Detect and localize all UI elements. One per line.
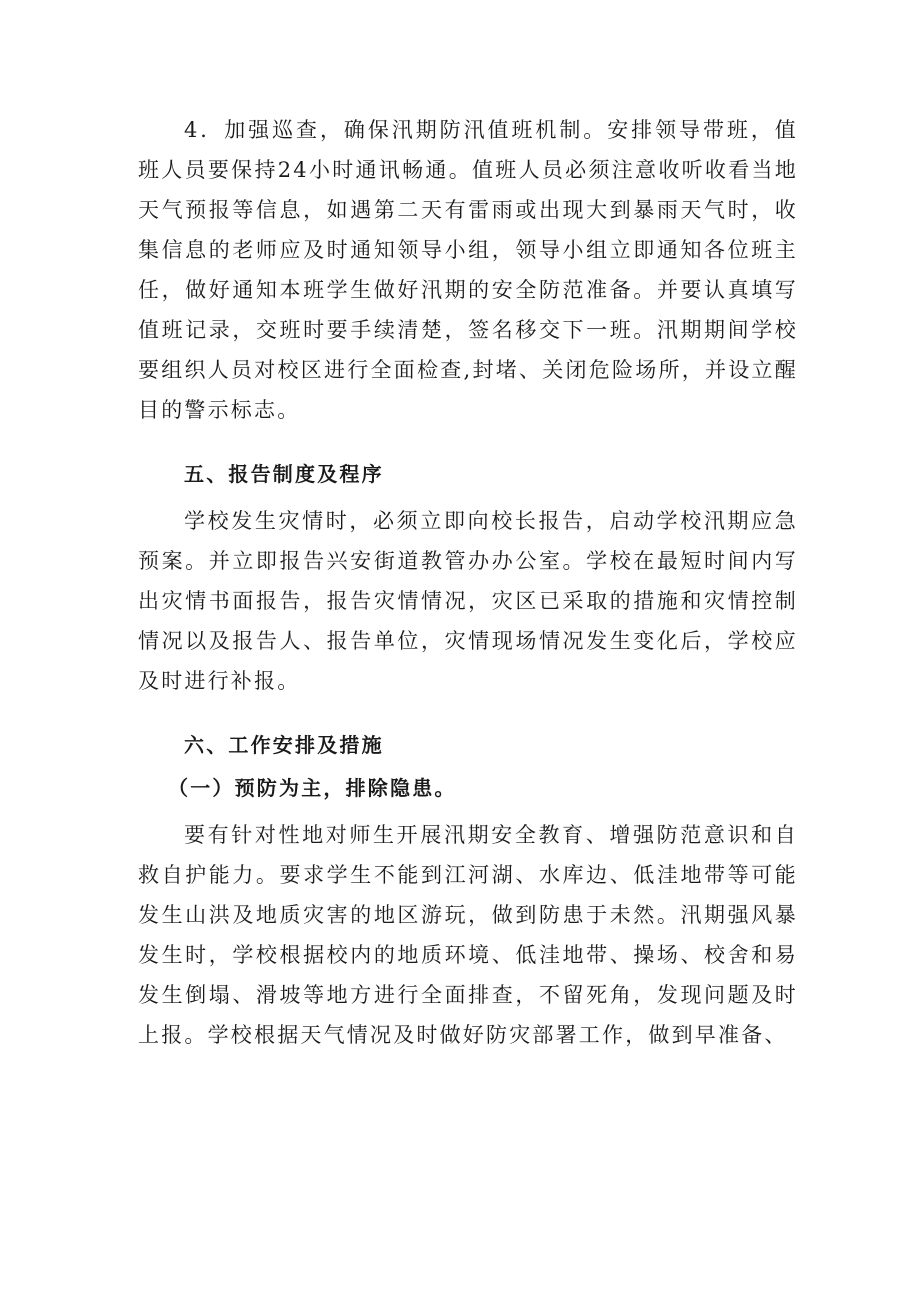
paragraph-reporting-procedure: 学校发生灾情时，必须立即向校长报告，启动学校汛期应急预案。并立即报告兴安街道教管办办公室。学校在最短时间内写出灾情书面报告，报告灾情情况，灾区已采取的措施和灾情控制情况以及报告人、报告单位，灾情现场情况发生变化后，学校应及时进行补报。	[138, 509, 798, 693]
section-heading-arrangements: 六、工作安排及措施	[184, 733, 384, 757]
paragraph-prevention-measures: 要有针对性地对师生开展汛期安全教育、增强防范意识和自救自护能力。要求学生不能到江河湖、水库边、低洼地带等可能发生山洪及地质灾害的地区游玩，做到防患于未然。汛期强风暴发生时，学校根据校内的地质环境、低洼地带、操场、校舍和易发生倒塌、滑坡等地方进行全面排查，不留死角，发现问题及时上报。学校根据天气情况及时做好防灾部署工作，做到早准备、	[138, 823, 798, 1047]
document-page	[138, 110, 798, 1055]
section-heading-reporting: 五、报告制度及程序	[184, 462, 384, 486]
paragraph-patrol-duty: 4．加强巡查，确保汛期防汛值班机制。安排领导带班，值班人员要保持24小时通讯畅通。值班人员必须注意收听收看当地天气预报等信息，如遇第二天有雷雨或出现大到暴雨天气时，收集信息的老师应及时通知领导小组，领导小组立即通知各位班主任，做好通知本班学生做好汛期的安全防范准备。并要认真填写值班记录，交班时要手续清楚，签名移交下一班。汛期期间学校要组织人员对校区进行全面检查,封堵、关闭危险场所，并设立醒目的警示标志。	[138, 118, 798, 422]
subsection-heading-prevention: （一）预防为主，排除隐患。	[168, 776, 457, 800]
